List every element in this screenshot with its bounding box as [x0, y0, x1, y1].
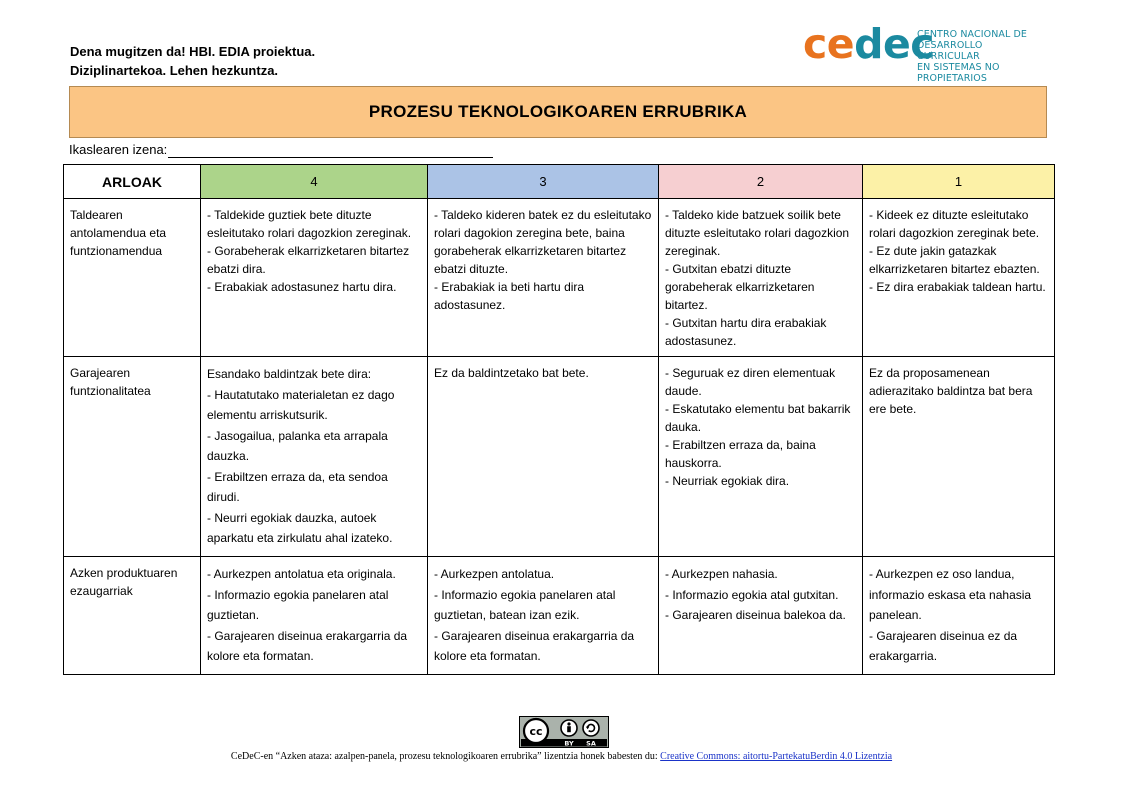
area-label: Taldearen antolamendua eta funtzionamendua [64, 199, 201, 357]
header-score-1: 1 [863, 165, 1055, 199]
header-score-3: 3 [428, 165, 659, 199]
row-azken-produktua [64, 557, 1055, 675]
criteria-line: - Informazio egokia panelaren atal guztietan. [207, 587, 389, 622]
criteria-line: - Erabakiak ia beti hartu dira adostasunez. [434, 280, 585, 312]
criteria-cell-score-2 [659, 199, 863, 357]
cedec-logo [803, 20, 1048, 84]
logo-word-ce: ce [803, 20, 855, 68]
criteria-line: - Kideek ez dituzte esleitutako rolari dagozkion zereginak bete. [869, 208, 1040, 240]
table-header-row [64, 165, 1055, 199]
criteria-line: - Garajearen diseinua erakargarria da kolore eta formatan. [434, 628, 635, 663]
criteria-line: - Aurkezpen antolatua eta originala. [207, 567, 396, 581]
license-text: CeDeC-en “Azken ataza: azalpen-panela, prozesu teknologikoaren errubrika” lizentzia honek babesten du: [230, 751, 661, 762]
row-taldearen-antolamendua [64, 199, 1055, 357]
criteria-cell-score-4 [201, 357, 428, 557]
criteria-line: Ez da baldintzetako bat bete. [434, 366, 589, 380]
criteria-line: - Gutxitan hartu dira erabakiak adostasunez. [665, 316, 827, 348]
criteria-cell-score-4 [201, 557, 428, 675]
logo-subtitle-line: EN SISTEMAS NO PROPIETARIOS [917, 62, 1000, 84]
criteria-line: - Erabiltzen erraza da, eta sendoa dirudi. [207, 469, 388, 504]
area-label: Azken produktuaren ezaugarriak [64, 557, 201, 675]
sa-label: SA [586, 739, 596, 748]
student-name-field[interactable] [69, 142, 493, 158]
criteria-line: - Taldeko kideren batek ez du esleitutako rolari dagokion zeregina bete, baina gorabeherak elkarrizketaren bitartez ebatzi dituzte. [434, 208, 652, 276]
criteria-line: - Informazio egokia atal gutxitan. [665, 587, 839, 602]
criteria-line: - Erabakiak adostasunez hartu dira. [207, 280, 397, 294]
logo-subtitle-line: CENTRO NACIONAL DE [917, 29, 1028, 40]
area-label: Garajearen funtzionalitatea [64, 357, 201, 557]
criteria-line: - Neurriak egokiak dira. [665, 474, 790, 488]
criteria-cell-score-3 [428, 357, 659, 557]
criteria-line: - Aurkezpen antolatua. [434, 567, 555, 581]
header-line-1: Dena mugitzen da! HBI. EDIA proiektua. [70, 44, 316, 59]
criteria-line: - Eskatutako elementu bat bakarrik dauka. [665, 402, 851, 434]
criteria-line: - Garajearen diseinua ez da erakargarria. [869, 628, 1018, 663]
criteria-line: - Gutxitan ebatzi dituzte gorabeherak elkarrizketaren bitartez. [665, 262, 815, 312]
criteria-line: - Gorabeherak elkarrizketaren bitartez ebatzi dira. [207, 244, 410, 276]
criteria-cell-score-4 [201, 199, 428, 357]
criteria-cell-score-2 [659, 557, 863, 675]
rubric-title: PROZESU TEKNOLOGIKOAREN ERRUBRIKA [69, 86, 1047, 138]
document-header [70, 42, 315, 80]
cc-label: cc [529, 725, 543, 738]
criteria-cell-score-1 [863, 557, 1055, 675]
header-score-4: 4 [201, 165, 428, 199]
license-footer [0, 751, 1123, 762]
criteria-cell-score-3 [428, 557, 659, 675]
criteria-line: Ez da proposamenean adierazitako baldintza bat bera ere bete. [869, 366, 1033, 416]
header-line-2: Diziplinartekoa. Lehen hezkuntza. [70, 63, 279, 78]
criteria-line: - Garajearen diseinua balekoa da. [665, 608, 846, 622]
criteria-line: - Neurri egokiak dauzka, autoek aparkatu eta zirkulatu ahal izateko. [207, 510, 393, 545]
license-link[interactable]: Creative Commons: aitortu-PartekatuBerdin 4.0 Lizentzia [660, 751, 893, 762]
criteria-line: - Aurkezpen ez oso landua, informazio eskasa eta nahasia panelean. [869, 567, 1032, 622]
criteria-line: - Ez dira erabakiak taldean hartu. [869, 280, 1046, 294]
criteria-line: - Garajearen diseinua erakargarria da kolore eta formatan. [207, 628, 408, 663]
criteria-cell-score-1 [863, 199, 1055, 357]
row-garajearen-funtzionalitatea [64, 357, 1055, 557]
criteria-line: - Taldekide guztiek bete dituzte esleitutako rolari dagozkion zereginak. [207, 208, 412, 240]
logo-subtitle-line: DESARROLLO CURRICULAR [917, 40, 983, 62]
cc-by-sa-badge[interactable] [519, 716, 609, 748]
criteria-line: - Seguruak ez diren elementuak daude. [665, 366, 836, 398]
rubric-table [63, 164, 1055, 675]
sa-icon [583, 720, 599, 736]
logo-wordmark [803, 22, 934, 66]
criteria-line: - Hautatutako materialetan ez dago elementu arriskutsurik. [207, 387, 395, 422]
criteria-line: - Aurkezpen nahasia. [665, 567, 778, 581]
criteria-cell-score-2 [659, 357, 863, 557]
by-label: BY [564, 739, 574, 748]
header-arloak: ARLOAK [64, 165, 201, 199]
student-name-line[interactable] [168, 144, 493, 158]
criteria-line: Esandako baldintzak bete dira: [207, 367, 372, 381]
criteria-line: - Ez dute jakin gatazkak elkarrizketaren bitartez ebazten. [869, 244, 1040, 276]
header-score-2: 2 [659, 165, 863, 199]
logo-word-dec: dec [854, 20, 935, 68]
criteria-cell-score-1 [863, 357, 1055, 557]
criteria-line: - Erabiltzen erraza da, baina hauskorra. [665, 438, 816, 470]
criteria-line: - Taldeko kide batzuek soilik bete dituzte esleitutako rolari dagozkion zereginak. [665, 208, 850, 258]
student-name-label: Ikaslearen izena: [69, 142, 168, 157]
criteria-line: - Jasogailua, palanka eta arrapala dauzka. [207, 428, 388, 463]
criteria-line: - Informazio egokia panelaren atal guztietan, batean izan ezik. [434, 587, 616, 622]
logo-subtitle [917, 29, 1048, 84]
criteria-cell-score-3 [428, 199, 659, 357]
